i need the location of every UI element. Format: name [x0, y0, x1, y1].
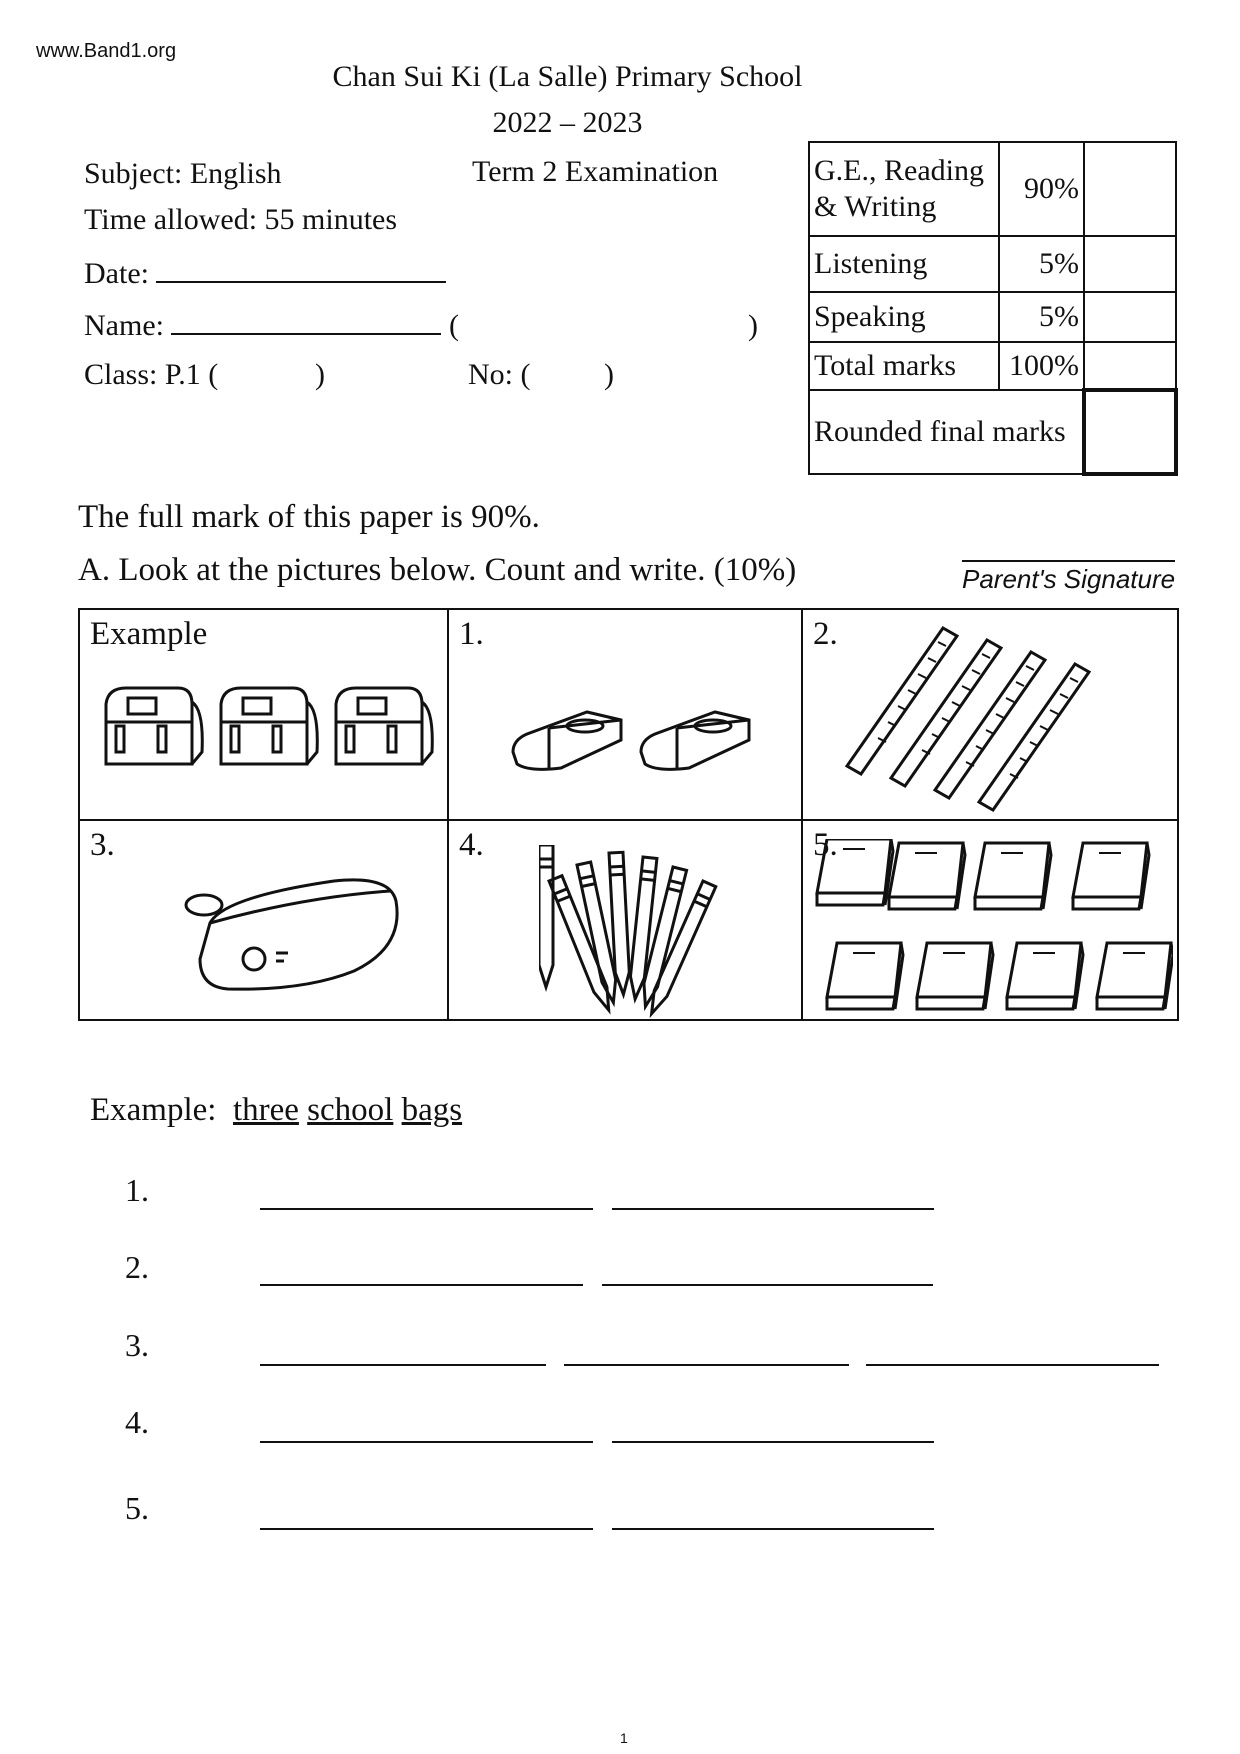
watermark-text: www.Band1.org: [36, 40, 177, 62]
example-word: three: [232, 1092, 299, 1128]
name-row: [84, 309, 459, 343]
cell-label: 1.: [459, 616, 484, 652]
pencil-icon: [609, 852, 630, 995]
section-a-title: A. Look at the pictures below. Count and write. (10%): [78, 552, 797, 588]
cell-label: Example: [90, 616, 208, 652]
school-bag-icon: [336, 688, 432, 764]
marks-score-box[interactable]: [1084, 236, 1176, 292]
books-picture: [813, 839, 1173, 1015]
pencil-icon: [539, 845, 553, 987]
intro-text: The full mark of this paper is 90%.: [78, 499, 540, 535]
example-word: bags: [401, 1092, 463, 1128]
school-name: Chan Sui Ki (La Salle) Primary School: [332, 60, 803, 93]
book-icon: [1097, 943, 1173, 1009]
pencil-case-icon: [186, 880, 397, 989]
answer-blank[interactable]: [260, 1208, 593, 1210]
answer-number: 4.: [125, 1404, 149, 1440]
page-number: 1: [620, 1730, 628, 1746]
marks-row-pct: 90%: [999, 142, 1084, 236]
book-icon: [889, 843, 965, 909]
pencil-icon: [645, 881, 716, 1016]
date-label: Date:: [84, 257, 149, 290]
marks-row-pct: 100%: [999, 342, 1084, 390]
book-icon: [1073, 843, 1149, 909]
name-paren-close: ): [748, 309, 758, 342]
marks-row: [809, 142, 1176, 236]
name-label: Name:: [84, 309, 164, 342]
marks-row-pct: 5%: [999, 292, 1084, 342]
answer-blank[interactable]: [866, 1364, 1159, 1366]
example-answer: [90, 1092, 462, 1129]
answer-blank[interactable]: [260, 1284, 583, 1286]
pencil-icon: [549, 876, 615, 1013]
marks-table: [808, 141, 1178, 476]
school-bag-icon: [221, 688, 317, 764]
marks-row-label: Rounded final marks: [809, 390, 1084, 474]
marks-row: [809, 390, 1176, 474]
answer-blank[interactable]: [260, 1364, 546, 1366]
marks-score-box[interactable]: [1084, 390, 1176, 474]
cell-label: 3.: [90, 827, 115, 863]
ruler-icon: [847, 628, 957, 774]
name-paren-open: (: [448, 309, 459, 342]
book-icon: [975, 843, 1051, 909]
school-year: 2022 – 2023: [492, 106, 643, 139]
ruler-icon: [935, 652, 1045, 798]
marks-row: [809, 292, 1176, 342]
picture-cell-3: [78, 819, 449, 1021]
marks-row: [809, 236, 1176, 292]
answer-blank[interactable]: [564, 1364, 849, 1366]
answer-number: 1.: [125, 1172, 149, 1208]
subject-label: Subject: English: [84, 157, 282, 190]
example-prefix: Example:: [90, 1092, 217, 1128]
marks-score-box[interactable]: [1084, 342, 1176, 390]
picture-cell-1: [447, 608, 803, 821]
answer-blank[interactable]: [612, 1441, 934, 1443]
answer-number: 3.: [125, 1327, 149, 1363]
pencil-case-picture: [184, 867, 414, 997]
picture-cell-4: [447, 819, 803, 1021]
marks-row-label: G.E., Reading & Writing: [809, 142, 999, 236]
marks-score-box[interactable]: [1084, 292, 1176, 342]
example-word: school: [307, 1092, 394, 1128]
school-bags-picture: [98, 682, 438, 782]
cell-label: 4.: [459, 827, 484, 863]
picture-cell-2: [801, 608, 1179, 821]
marks-row-label: Listening: [809, 236, 999, 292]
answer-blank[interactable]: [602, 1284, 933, 1286]
marks-row-label: Speaking: [809, 292, 999, 342]
term-label: Term 2 Examination: [472, 155, 719, 188]
class-label: Class: P.1 (: [84, 358, 219, 391]
eraser-icon: [641, 712, 749, 769]
eraser-icon: [513, 712, 621, 769]
marks-score-box[interactable]: [1084, 142, 1176, 236]
answer-blank[interactable]: [260, 1441, 593, 1443]
marks-row: [809, 342, 1176, 390]
book-icon: [1007, 943, 1083, 1009]
name-blank[interactable]: [171, 333, 441, 335]
date-row: [84, 257, 446, 291]
pencils-picture: [539, 845, 729, 1023]
answer-number: 2.: [125, 1249, 149, 1285]
book-icon: [917, 943, 993, 1009]
class-close: ): [315, 358, 325, 391]
erasers-picture: [509, 706, 769, 786]
answer-number: 5.: [125, 1490, 149, 1526]
ruler-icon: [891, 640, 1001, 786]
picture-cell-5: [801, 819, 1179, 1021]
marks-row-label: Total marks: [809, 342, 999, 390]
school-bag-icon: [106, 688, 202, 764]
answer-blank[interactable]: [612, 1208, 934, 1210]
ruler-icon: [979, 664, 1089, 810]
parent-signature-label[interactable]: Parent's Signature: [962, 560, 1175, 595]
answer-blank[interactable]: [612, 1528, 934, 1530]
book-icon: [827, 943, 903, 1009]
time-allowed: Time allowed: 55 minutes: [84, 203, 398, 236]
rulers-picture: [843, 622, 1163, 818]
picture-cell-example: [78, 608, 449, 821]
book-icon: [817, 839, 893, 905]
marks-row-pct: 5%: [999, 236, 1084, 292]
answer-blank[interactable]: [260, 1528, 593, 1530]
no-close: ): [604, 358, 614, 391]
no-label: No: (: [468, 358, 531, 391]
pencil-icon: [628, 857, 657, 1000]
cell-label: 5.: [813, 827, 838, 863]
date-blank[interactable]: [156, 281, 446, 283]
cell-label: 2.: [813, 616, 838, 652]
